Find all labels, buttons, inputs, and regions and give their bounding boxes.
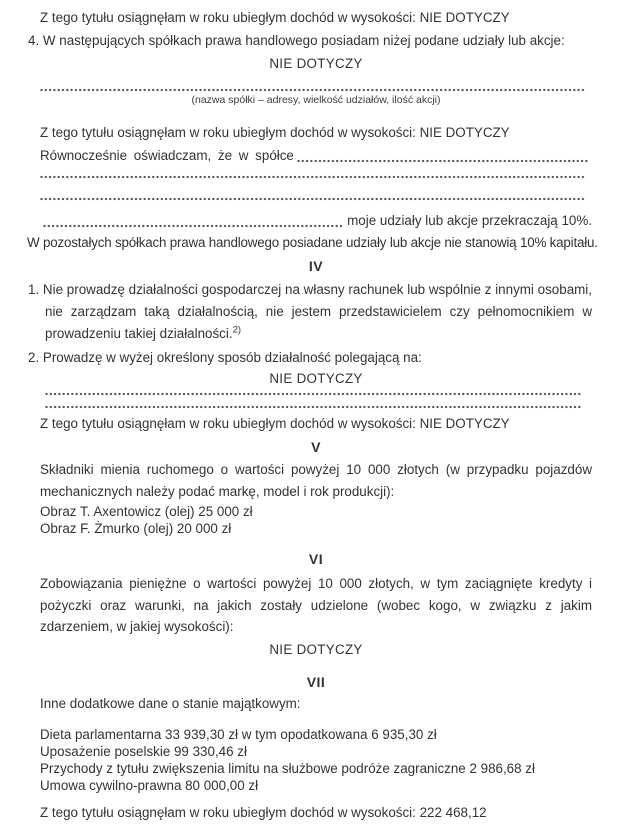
section-heading-vi: VI [308,551,324,567]
dotted-blank-line [40,88,586,92]
total-income-line: Z tego tytułu osiągnęłam w roku ubiegłym dochód w wysokości: 222 468,12 [40,804,487,820]
section-v-intro: Składniki mienia ruchomego o wartości powyżej 10 000 złotych (w przypadku pojazdów mechanicznych należy podać markę, model i rok produkcji): [40,462,592,499]
section-iv-item-1 [28,279,592,345]
income-entry: Uposażenie poselskie 99 330,46 zł [40,743,247,759]
statement-lead-text: Równocześnie oświadczam, że w spółce [40,148,294,163]
dotted-blank-line [40,197,586,201]
asset-entry: Obraz T. Axentowicz (olej) 25 000 zł [40,504,253,519]
section-iv-item-2-value: NIE DOTYCZY [269,371,363,386]
dotted-blank-line [45,392,582,396]
income-disclosure-line: Z tego tytułu osiągnęłam w roku ubiegłym dochód w wysokości: NIE DOTYCZY [40,125,510,140]
section-vii-entries [40,726,592,794]
statement-lead-line [40,146,592,166]
section-vii-intro: Inne dodatkowe dane o stanie majątkowym: [40,695,301,711]
section-heading-vii: VII [306,673,326,690]
other-companies-line: W pozostałych spółkach prawa handlowego posiadane udziały lub akcje nie stanowią 10% kapitału. [27,235,598,250]
dotted-blank-line [40,175,586,179]
statement-tail-text: moje udziały lub akcje przekraczają 10%. [347,213,592,228]
statement-tail-line [40,211,592,231]
section-vi-intro: Zobowiązania pieniężne o wartości powyżej 10 000 złotych, w tym zaciągnięte kredyty i pożyczki oraz warunki, na jakich zostały udzielone (wobec kogo, w związku z jakim zdarzeniem, w jakiej wysokości): [40,576,592,634]
income-entry: Przychody z tytułu zwiększenia limitu na służbowe podróże zagraniczne 2 986,68 zł [40,760,535,776]
item-4-value: NIE DOTYCZY [269,56,363,71]
section-vi-value: NIE DOTYCZY [269,641,363,657]
dotted-fill [297,146,589,166]
field-caption: (nazwa spółki – adresy, wielkość udziałów, ilość akcji) [191,94,441,106]
asset-entry: Obraz F. Żmurko (olej) 20 000 zł [40,521,232,536]
income-disclosure-line: Z tego tytułu osiągnęłam w roku ubiegłym dochód w wysokości: NIE DOTYCZY [40,10,510,25]
income-disclosure-line: Z tego tytułu osiągnęłam w roku ubiegłym dochód w wysokości: NIE DOTYCZY [40,416,510,431]
footnote-ref: 2) [232,324,242,336]
dotted-fill [43,211,344,231]
section-iv-item-1-text: 1. Nie prowadzę działalności gospodarczej na własny rachunek lub wspólnie z innymi osobami, nie zarządzam taką działalnością, nie jestem przedstawicielem czy pełnomocnikiem w prowadzeniu takiej działalności. [28,282,592,341]
section-iv-item-2: 2. Prowadzę w wyżej określony sposób działalność polegającą na: [28,350,422,365]
dotted-blank-line [45,405,582,409]
item-4-label: 4. W następujących spółkach prawa handlowego posiadam niżej podane udziały lub akcje: [28,33,565,48]
income-entry: Dieta parlamentarna 33 939,30 zł w tym opodatkowana 6 935,30 zł [40,726,437,742]
income-entry: Umowa cywilno-prawna 80 000,00 zł [40,777,259,793]
section-heading-v: V [311,439,321,455]
section-heading-iv: IV [308,258,324,274]
